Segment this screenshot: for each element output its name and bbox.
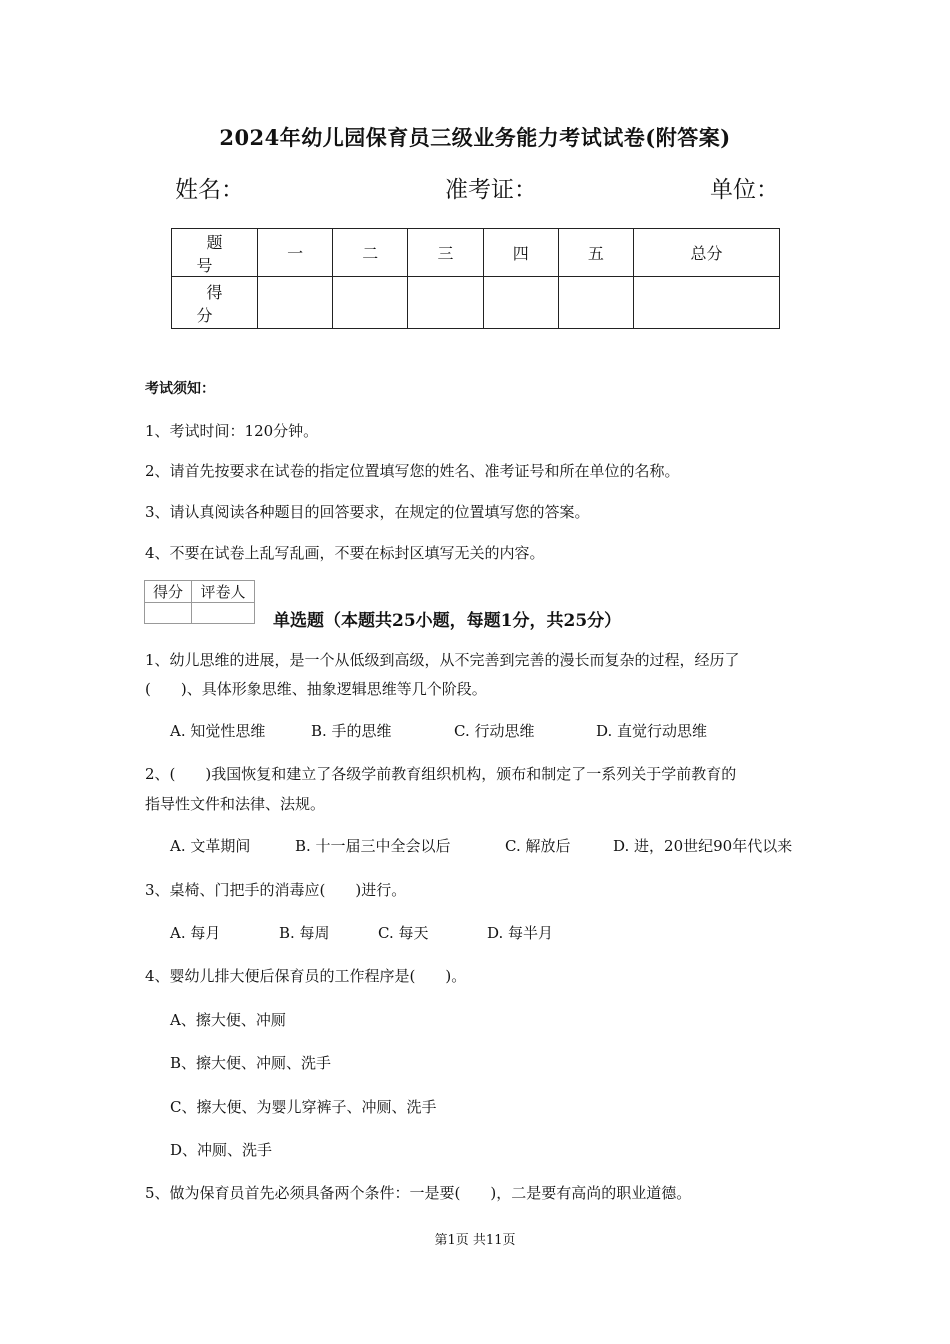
question-4-option-a[interactable]: A、擦大便、冲厕 — [170, 1011, 286, 1029]
question-4-option-b[interactable]: B、擦大便、冲厕、洗手 — [170, 1054, 332, 1072]
grader-name-cell[interactable] — [192, 603, 255, 624]
name-label: 姓名： — [175, 177, 244, 203]
question-5-text: 5、做为保育员首先必须具备两个条件：一是要( )，二是要有高尚的职业道德。 — [145, 1184, 692, 1202]
question-1-option-c[interactable]: C. 行动思维 — [454, 722, 535, 740]
notice-item: 4、不要在试卷上乱写乱画，不要在标封区填写无关的内容。 — [145, 544, 545, 562]
score-col-4: 四 — [483, 229, 558, 277]
score-cell-total[interactable] — [634, 277, 780, 329]
question-3-text: 3、桌椅、门把手的消毒应( )进行。 — [145, 881, 407, 899]
question-2-option-a[interactable]: A. 文革期间 — [170, 837, 251, 855]
exam-id-label: 准考证： — [445, 177, 537, 203]
score-cell-2[interactable] — [333, 277, 408, 329]
question-1-option-d[interactable]: D. 直觉行动思维 — [596, 722, 708, 740]
question-3-option-d[interactable]: D. 每半月 — [487, 924, 554, 942]
score-table-header-row — [172, 229, 780, 277]
score-col-2: 二 — [333, 229, 408, 277]
question-3-option-b[interactable]: B. 每周 — [279, 924, 330, 942]
grader-name-label: 评卷人 — [192, 581, 255, 603]
score-cell-1[interactable] — [258, 277, 333, 329]
notice-item: 3、请认真阅读各种题目的回答要求，在规定的位置填写您的答案。 — [145, 503, 590, 521]
notice-heading: 考试须知： — [145, 381, 215, 397]
score-label: 得分 — [172, 277, 258, 329]
score-col-5: 五 — [558, 229, 633, 277]
page-title: 2024年幼儿园保育员三级业务能力考试试卷(附答案) — [219, 125, 731, 150]
question-3-option-a[interactable]: A. 每月 — [170, 924, 221, 942]
score-cell-3[interactable] — [408, 277, 483, 329]
question-2-text: 指导性文件和法律、法规。 — [145, 795, 326, 813]
candidate-info-row — [175, 171, 785, 203]
question-1-text: 1、幼儿思维的进展，是一个从低级到高级，从不完善到完善的漫长而复杂的过程，经历了 — [145, 651, 740, 669]
question-4-option-d[interactable]: D、冲厕、洗手 — [170, 1141, 273, 1159]
question-2-option-d[interactable]: D. 进，20世纪90年代以来 — [613, 837, 793, 855]
page-footer: 第1页 共11页 — [434, 1233, 516, 1248]
score-col-3: 三 — [408, 229, 483, 277]
unit-label: 单位： — [710, 177, 779, 203]
grader-score-label: 得分 — [145, 581, 192, 603]
question-1-text: ( )、具体形象思维、抽象逻辑思维等几个阶段。 — [145, 680, 487, 698]
question-1-option-b[interactable]: B. 手的思维 — [311, 722, 392, 740]
score-cell-5[interactable] — [558, 277, 633, 329]
score-col-1: 一 — [258, 229, 333, 277]
grader-box — [144, 580, 255, 624]
question-2-option-b[interactable]: B. 十一届三中全会以后 — [295, 837, 451, 855]
grader-score-cell[interactable] — [145, 603, 192, 624]
notice-item: 1、考试时间：120分钟。 — [145, 422, 319, 440]
question-2-text: 2、( )我国恢复和建立了各级学前教育组织机构，颁布和制定了一系列关于学前教育的 — [145, 765, 737, 783]
question-1-option-a[interactable]: A. 知觉性思维 — [170, 722, 266, 740]
score-table-score-row — [172, 277, 780, 329]
question-number-label: 题号 — [172, 229, 258, 277]
score-cell-4[interactable] — [483, 277, 558, 329]
question-3-option-c[interactable]: C. 每天 — [378, 924, 429, 942]
question-2-option-c[interactable]: C. 解放后 — [505, 837, 571, 855]
notice-item: 2、请首先按要求在试卷的指定位置填写您的姓名、准考证号和所在单位的名称。 — [145, 462, 680, 480]
question-4-option-c[interactable]: C、擦大便、为婴儿穿裤子、冲厕、洗手 — [170, 1098, 437, 1116]
question-4-text: 4、婴幼儿排大便后保育员的工作程序是( )。 — [145, 967, 467, 985]
score-table — [171, 228, 780, 329]
score-col-total: 总分 — [634, 229, 780, 277]
section-title: 单选题（本题共25小题，每题1分，共25分） — [273, 611, 622, 631]
